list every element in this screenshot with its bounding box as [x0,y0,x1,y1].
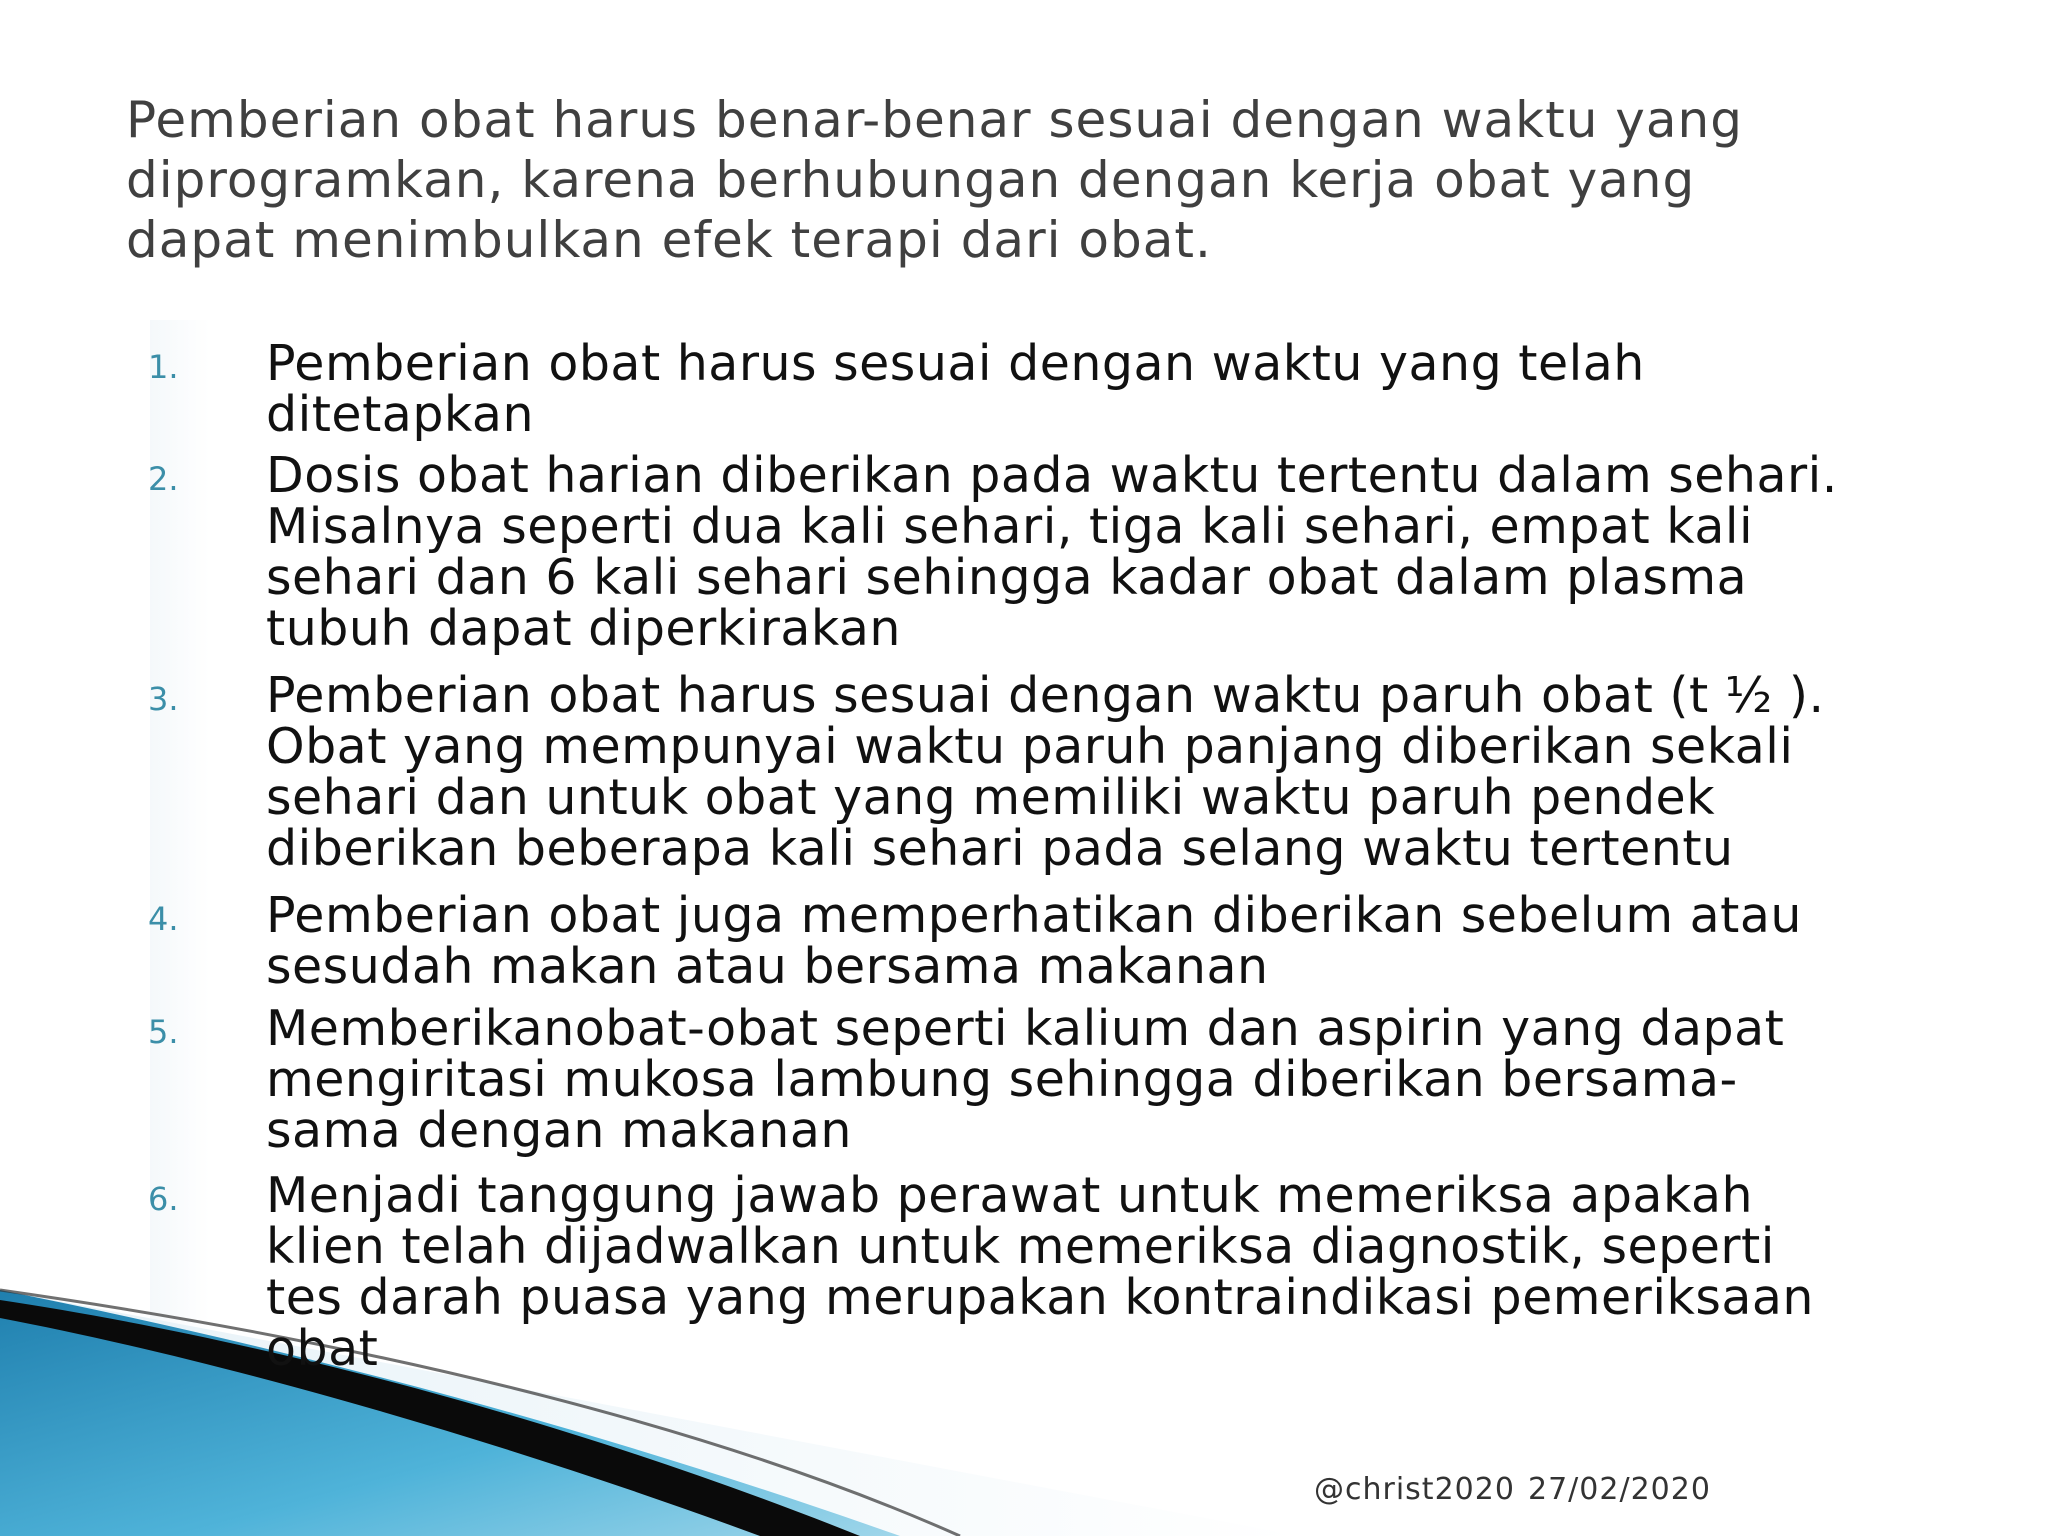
title-line: diprogramkan, karena berhubungan dengan kerja obat yang [126,151,1696,209]
title-line: dapat menimbulkan efek terapi dari obat. [126,211,1212,269]
list-item-line: Pemberian obat harus sesuai dengan waktu yang telah [266,335,1645,392]
footer-date: 27/02/2020 [1528,1472,1711,1507]
footer-author: @christ2020 [1314,1472,1515,1507]
slide-title [126,90,1926,270]
list-item-line: sama dengan makanan [266,1102,852,1159]
list-item-line: ditetapkan [266,386,535,443]
list-item-number: 4. [148,900,179,938]
list-item-line: klien telah dijadwalkan untuk memeriksa diagnostik, seperti [266,1218,1775,1275]
list-item-text [266,667,2006,877]
list-item-line: Obat yang mempunyai waktu paruh panjang diberikan sekali [266,718,1794,775]
list-item-line: Pemberian obat harus sesuai dengan waktu paruh obat (t ½ ). [266,667,1825,724]
list-item-number: 1. [148,348,179,386]
list-item-line: sehari dan untuk obat yang memiliki waktu paruh pendek [266,769,1716,826]
list-item-line: obat [266,1320,379,1377]
list-item-line: Memberikanobat-obat seperti kalium dan aspirin yang dapat [266,1000,1785,1057]
list-item-line: tubuh dapat diperkirakan [266,600,901,657]
list-item-text [266,1167,2006,1377]
list-item-text [266,887,2006,995]
list-item-text [266,447,2006,657]
list-item-text [266,335,2006,443]
list-item-number: 3. [148,680,179,718]
list-item-line: Pemberian obat juga memperhatikan diberikan sebelum atau [266,887,1802,944]
title-line: Pemberian obat harus benar-benar sesuai dengan waktu yang [126,91,1743,149]
list-item-line: Misalnya seperti dua kali sehari, tiga kali sehari, empat kali [266,498,1754,555]
list-item-number: 2. [148,460,179,498]
list-item-line: sehari dan 6 kali sehari sehingga kadar obat dalam plasma [266,549,1748,606]
list-item-number: 6. [148,1180,179,1218]
list-item-line: tes darah puasa yang merupakan kontraindikasi pemeriksaan [266,1269,1814,1326]
list-item-line: Menjadi tanggung jawab perawat untuk memeriksa apakah [266,1167,1754,1224]
list-item-line: mengiritasi mukosa lambung sehingga diberikan bersama- [266,1051,1738,1108]
list-item-line: sesudah makan atau bersama makanan [266,938,1269,995]
list-item-number: 5. [148,1013,179,1051]
list-item-line: Dosis obat harian diberikan pada waktu tertentu dalam sehari. [266,447,1838,504]
list-item-line: diberikan beberapa kali sehari pada selang waktu tertentu [266,820,1734,877]
list-item-text [266,1000,2006,1159]
